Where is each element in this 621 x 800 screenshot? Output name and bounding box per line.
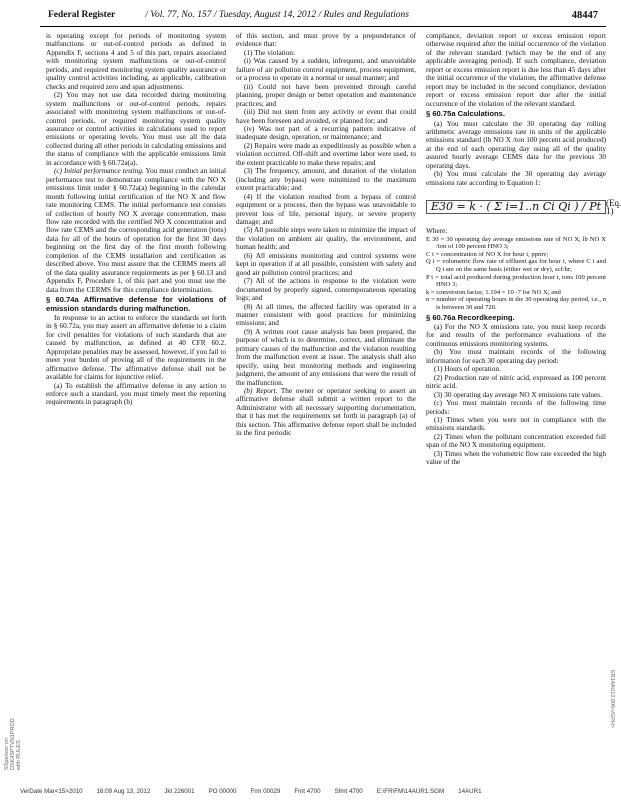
- column-2: [236, 32, 416, 744]
- publication-title: Federal Register: [48, 10, 116, 20]
- definition-item: k = conversion factor, 1.194 × 10 -7 for NO X; and: [426, 288, 561, 296]
- paragraph: (b) You must calculate the 30 operating day average emissions rate according to Equation 1:: [426, 170, 606, 187]
- paragraph: (3) Times when the volumetric flow rate exceeded the high value of the: [426, 449, 606, 467]
- paragraph: (1) The violation:: [244, 48, 296, 57]
- paragraph: of this section, and must prove by a preponderance of evidence that:: [236, 32, 416, 49]
- paragraph: (9) A written root cause analysis has been prepared, the purpose of which is to determine, correct, and eliminate the primary causes of the malfunction and the violation resulting from the malfunction event at issue. The analysis shall also specify, using best monitoring methods and engineering judgment, the amount of any emissions that were the result of the malfunction.: [236, 327, 416, 387]
- side-note-left: SSpencer on DSK4SPTVN1PROD with RULES: [4, 718, 22, 770]
- paragraph: [46, 167, 226, 294]
- equation-label: (Eq. 1): [606, 197, 621, 217]
- section-heading: § 60.75a Calculations.: [426, 109, 505, 119]
- paragraph: (a) To establish the affirmative defense in any action to enforce such a standard, you must timely meet the reporting requirements in paragraph (b): [46, 381, 226, 407]
- paragraph: compliance, deviation report or excess emission report otherwise required after the initial occurrence of the violation of the relevant standard (which may be the end of any applicable averaging period). If such compliance, deviation report or excess emission report is due less than 45 days after the initial occurrence of the violation, the affirmative defense report may be included in the second compliance, deviation report or excess emission report due after the initial occurrence of the violation of the relevant standard.: [426, 32, 606, 108]
- paragraph: (2) Times when the pollutant concentration exceeded full span of the NO X monitoring equipment.: [426, 432, 606, 450]
- footer-field: PO 00000: [208, 787, 237, 795]
- paragraph: [236, 387, 416, 438]
- footer-field: VerDate Mar<15>2010: [20, 787, 83, 795]
- footer-field: Jkt 226001: [164, 787, 195, 795]
- paragraph: (a) You must calculate the 30 operating day rolling arithmetic average emissions rate in units of the applicable emissions standard (lb NO X /ton 100 percent acid produced) at the end of each operating day using all of the quality assured hourly average CEMS data for the previous 30 operating days.: [426, 119, 606, 170]
- equation-block: [426, 191, 621, 223]
- paragraph: (2) You may not use data recorded during monitoring system malfunctions or out-of-control periods, repairs associated with monitoring system malfunctions or out-of-control periods, or required monitoring system quality assurance or control activities in calculations used to report emissions or operating levels. You must use all the data collected during all other periods in calculating emissions and the status of compliance with the applicable emissions limit in accordance with § 60.72a(a).: [46, 91, 226, 167]
- definition-item: Q i = volumetric flow rate of effluent gas for hour i, where C i and Q i are on the same basis (either wet or dry), scf/hr;: [426, 258, 606, 273]
- variable-definitions: [426, 236, 606, 312]
- footer-field: 14AUR1: [458, 787, 482, 795]
- footer-field: 16:09 Aug 13, 2012: [96, 787, 151, 795]
- paragraph: (7) All of the actions in response to the violation were documented by properly signed, contemporaneous operating logs; and: [236, 277, 416, 303]
- definition-item: n = number of operating hours in the 30 operating day period, i.e., n is between 30 and 720.: [426, 296, 606, 311]
- paragraph-text: You must conduct an initial performance test to demonstrate compliance with the NO X emissions limit under § 60.72a(a) beginning in the calendar month following initial certification of the NO X and flow rate monitoring CEMS. The initial performance test consists of collection of hourly NO X average concentration, mass flow rate recorded with the certified NO X concentration and flow rate CEMS and the corresponding acid generation (tons) data for all of the hours of operation for the first 30 days beginning on the first day of the first month following completion of the CEMS installation and certification as described above. You must assure that the CERMS meets all of the data quality assurance requirements as per § 60.13 and Appendix F, Procedure 1, of this part and you must use the data from the CERMS for this compliance determination.: [46, 167, 226, 294]
- footer-field: E:\FR\FM\14AUR1.SGM: [376, 787, 445, 795]
- section-heading: § 60.74a Affirmative defense for violations of emission standards during malfunction.: [46, 295, 226, 313]
- paragraph: (1) Times when you were not in compliance with the emissions standards.: [426, 415, 606, 433]
- paragraph-heading: (b) Report.: [244, 387, 278, 396]
- page-header: [48, 8, 598, 22]
- paragraph: (iv) Was not part of a recurring pattern indicative of inadequate design, operation, or maintenance; and: [236, 124, 416, 142]
- paragraph: (2) Repairs were made as expeditiously as possible when a violation occurred. Off-shift and overtime labor were used, to the extent practicable to make these repairs; and: [236, 141, 416, 167]
- paragraph: (8) At all times, the affected facility was operated in a manner consistent with good practices for minimizing emissions; and: [236, 302, 416, 328]
- paragraph: (2) Production rate of nitric acid, expressed as 100 percent nitric acid.: [426, 373, 606, 391]
- paragraph: (c) You must maintain records of the following time periods:: [426, 399, 606, 416]
- paragraph: (1) Hours of operation.: [434, 365, 501, 374]
- paragraph: (4) If the violation resulted from a bypass of control equipment or a process, then the bypass was unavoidable to prevent loss of life, personal injury, or severe property damage; and: [236, 192, 416, 226]
- paragraph: (b) You must maintain records of the following information for each 30 operating day period:: [426, 348, 606, 365]
- page-footer: [20, 786, 598, 796]
- paragraph: (6) All emissions monitoring and control systems were kept in operation if at all possible, consistent with safety and good air pollution control practices; and: [236, 251, 416, 277]
- definition-item: C i = concentration of NO X for hour i, ppmv;: [426, 250, 549, 258]
- paragraph: (5) All possible steps were taken to minimize the impact of the violation on ambient air quality, the environment, and human health; and: [236, 226, 416, 252]
- footer-field: Frm 00029: [250, 787, 281, 795]
- equation-formula: E30 = k · ( Σ i=1..n Ci Qi ) / Pt: [426, 200, 606, 214]
- paragraph: (3) 30 operating day average NO X emissions rate values.: [434, 390, 602, 399]
- volume-info: / Vol. 77, No. 157 / Tuesday, August 14, 2012 / Rules and Regulations: [145, 10, 409, 20]
- paragraph-heading: (c) Initial performance testing.: [54, 167, 144, 176]
- paragraph: (3) The frequency, amount, and duration of the violation (including any bypass) were minimized to the maximum extent practicable; and: [236, 167, 416, 193]
- column-1: [46, 32, 226, 744]
- footer-field: Sfmt 4700: [334, 787, 363, 795]
- paragraph: (a) For the NO X emissions rate, you must keep records for and results of the performance evaluations of the continuous emissions monitoring systems.: [426, 323, 606, 348]
- paragraph: is operating except for periods of monitoring system malfunctions or out-of-control periods as defined in Appendix F, sections 4 and 5 of this part, repairs associated with monitoring system malfunctions or out-of-control periods, and required monitoring system quality assurance or quality control activities including, as applicable, calibration checks and required zero and span adjustments.: [46, 32, 226, 91]
- page-number: 48447: [571, 9, 598, 21]
- header-rule: [40, 26, 606, 27]
- paragraph: (iii) Did not stem from any activity or event that could have been foreseen and avoided, or planned for; and: [236, 108, 416, 125]
- definition-item: E 30 = 30 operating day average emissions rate of NO X, lb NO X /ton of 100 percent HNO 3;: [426, 235, 606, 251]
- paragraph-text: The owner or operator seeking to assert an affirmative defense shall submit a written report to the Administrator with all necessary supporting documentation, that it has met the requirements set forth in paragraph (a) of this section. This affirmative defense report shall be included in the first periodic: [236, 387, 417, 438]
- definition-item: P t = total acid produced during production hour i, tons 100 percent HNO 3;: [426, 273, 606, 289]
- paragraph: (ii) Could not have been prevented through careful planning, proper design or better operation and maintenance practices; and: [236, 82, 416, 108]
- section-heading: § 60.76a Recordkeeping.: [426, 312, 515, 322]
- footer-field: Fmt 4700: [294, 787, 321, 795]
- paragraph: In response to an action to enforce the standards set forth in § 60.72a, you may assert an affirmative defense to a claim for civil penalties for violations of such standards that are caused by malfunction, as defined at 40 CFR 60.2. Appropriate penalties may be assessed, however, if you fail to meet your burden of proving all of the requirements in the affirmative defense. The affirmative defense shall not be available for claims for injunctive relief.: [46, 313, 226, 382]
- side-note-right: ER14AU12.006</GPH>: [609, 670, 615, 729]
- paragraph: (i) Was caused by a sudden, infrequent, and unavoidable failure of air pollution control equipment, process equipment, or a process to operate in a normal or usual manner; and: [236, 57, 416, 83]
- where-label: Where:: [426, 227, 448, 236]
